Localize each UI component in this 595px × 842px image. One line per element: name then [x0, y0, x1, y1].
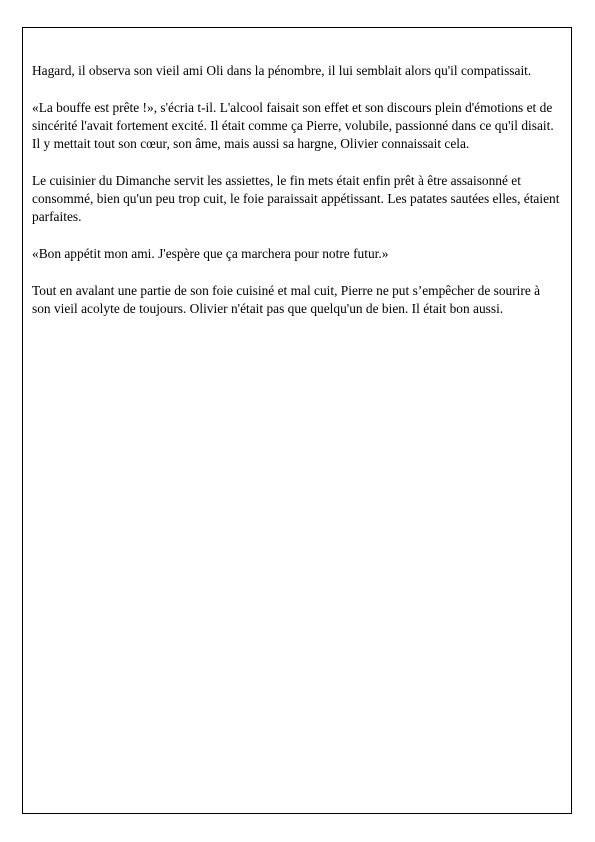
paragraph-2: «La bouffe est prête !», s'écria t-il. L'alcool faisait son effet et son discours plein d'émotions et de sincérité l'avait fortement excité. Il était comme ça Pierre, volubile, passionné dans ce qu'il disait. Il y mettait tout son cœur, son âme, mais aussi sa hargne, Olivier connaissait cela. [32, 100, 554, 151]
document-body [32, 62, 562, 337]
paragraph-1: Hagard, il observa son vieil ami Oli dans la pénombre, il lui semblait alors qu'il compatissait. [32, 63, 532, 78]
page-frame [22, 27, 572, 814]
paragraph-5: Tout en avalant une partie de son foie cuisiné et mal cuit, Pierre ne put s’empêcher de sourire à son vieil acolyte de toujours. Olivier n'était pas que quelqu'un de bien. Il était bon aussi. [32, 283, 541, 316]
paragraph-4: «Bon appétit mon ami. J'espère que ça marchera pour notre futur.» [32, 246, 389, 261]
paragraph-3: Le cuisinier du Dimanche servit les assiettes, le fin mets était enfin prêt à être assaisonné et consommé, bien qu'un peu trop cuit, le foie paraissait appétissant. Les patates sautées elles, étaient parfaites. [32, 173, 560, 224]
